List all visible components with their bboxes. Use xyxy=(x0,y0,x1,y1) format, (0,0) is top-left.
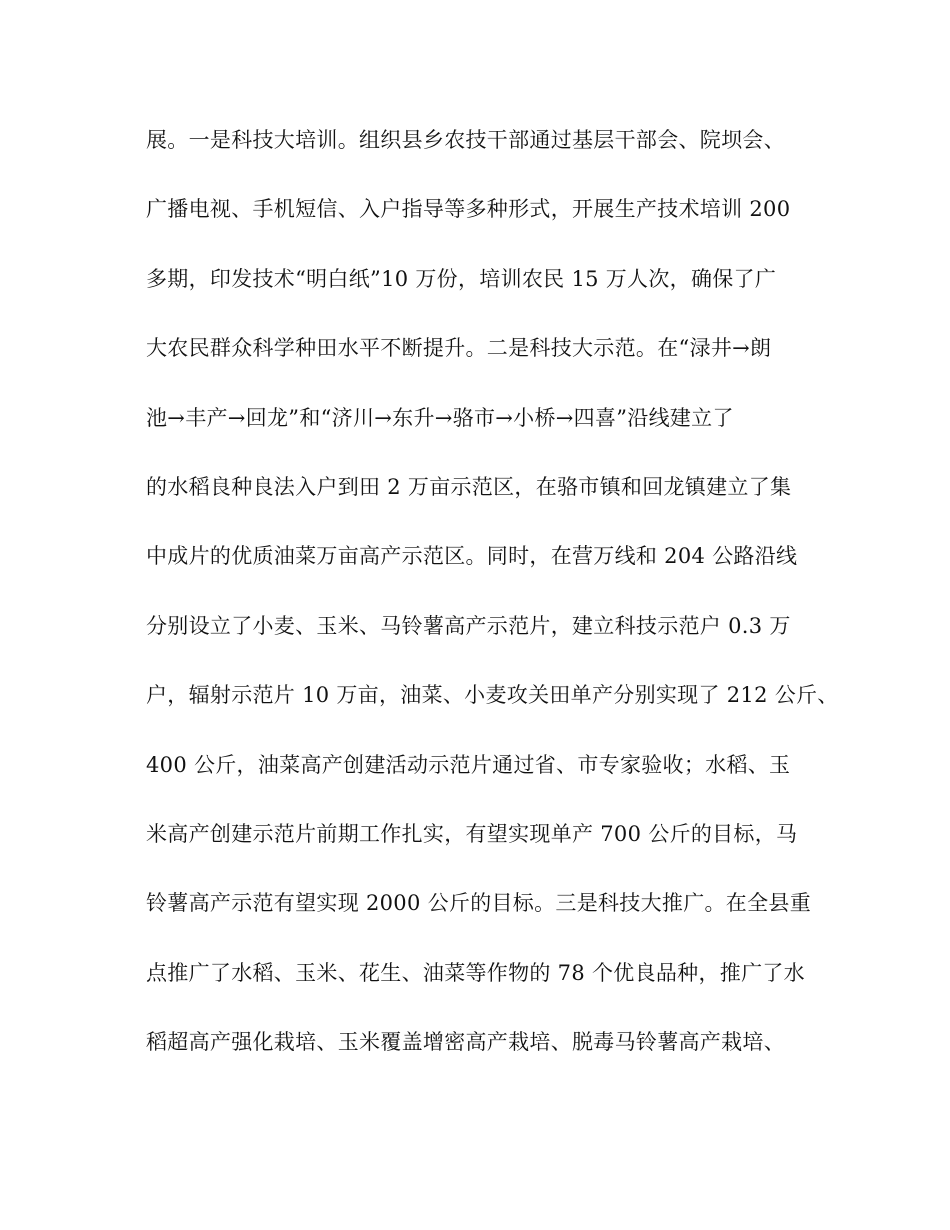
text-line-2: 广播电视、手机短信、入户指导等多种形式，开展生产技术培训 200 xyxy=(146,197,791,222)
text-line-7: 中成片的优质油菜万亩高产示范区。同时，在营万线和 204 公路沿线 xyxy=(146,544,798,569)
text-line-4: 大农民群众科学种田水平不断提升。二是科技大示范。在“渌井→朗 xyxy=(146,336,772,361)
body-text xyxy=(146,127,839,1098)
text-line-3: 多期，印发技术“明白纸”10 万份，培训农民 15 万人次，确保了广 xyxy=(146,266,777,291)
text-line-5: 池→丰产→回龙”和“济川→东升→骆市→小桥→四喜”沿线建立了 xyxy=(146,405,734,430)
text-line-13: 点推广了水稻、玉米、花生、油菜等作物的 78 个优良品种，推广了水 xyxy=(146,960,805,985)
text-line-10: 400 公斤，油菜高产创建活动示范片通过省、市专家验收；水稻、玉 xyxy=(146,752,791,777)
text-line-1: 展。一是科技大培训。组织县乡农技干部通过基层干部会、院坝会、 xyxy=(146,128,785,152)
text-line-14: 稻超高产强化栽培、玉米覆盖增密高产栽培、脱毒马铃薯高产栽培、 xyxy=(146,1030,785,1055)
text-line-11: 米高产创建示范片前期工作扎实，有望实现单产 700 公斤的目标，马 xyxy=(146,821,798,846)
text-line-8: 分别设立了小麦、玉米、马铃薯高产示范片，建立科技示范户 0.3 万 xyxy=(146,613,791,638)
text-line-9: 户，辐射示范片 10 万亩，油菜、小麦攻关田单产分别实现了 212 公斤、 xyxy=(146,683,839,708)
text-line-6: 的水稻良种良法入户到田 2 万亩示范区，在骆市镇和回龙镇建立了集 xyxy=(146,474,792,499)
text-line-12: 铃薯高产示范有望实现 2000 公斤的目标。三是科技大推广。在全县重 xyxy=(146,891,811,916)
